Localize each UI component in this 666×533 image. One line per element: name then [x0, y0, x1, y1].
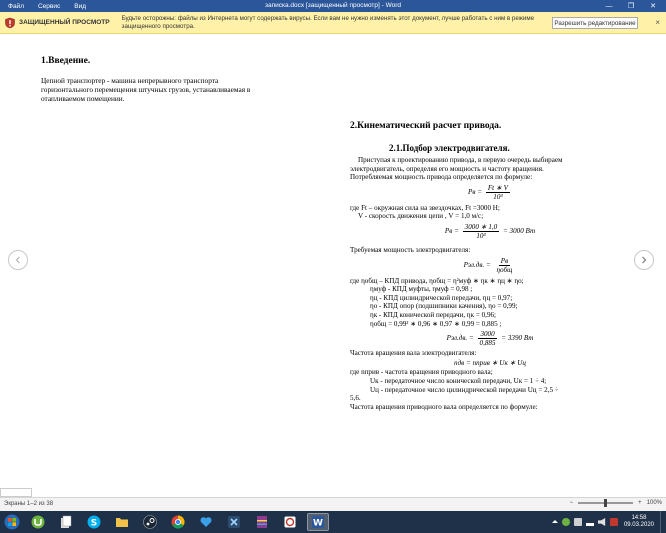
volume-icon[interactable]: [598, 518, 606, 526]
documents-icon: [59, 515, 73, 529]
text-line: где nприв - частота вращения приводного вала;: [350, 368, 493, 377]
page1-line: Цепной транспортер - машина непрерывного транспорта: [41, 76, 219, 85]
tray-app-icon[interactable]: [562, 518, 570, 526]
svg-text:W: W: [313, 518, 323, 529]
formula-lhs: Pэл.дв. =: [463, 260, 491, 269]
taskbar-app-explorer[interactable]: [111, 513, 133, 531]
protected-view-title: ЗАЩИЩЕННЫЙ ПРОСМОТР: [19, 19, 110, 26]
text-line: Uц - передаточное число цилиндрической передачи Uц = 2,5 ÷: [370, 385, 559, 394]
page2-subheading: 2.1.Подбор электродвигателя.: [389, 143, 510, 153]
utorrent-icon: [31, 515, 45, 529]
text-line: V - скорость движения цепи , V = 1,0 м/с;: [358, 212, 484, 221]
denominator: ηобщ: [496, 265, 513, 274]
svg-text:S: S: [90, 518, 98, 529]
formula-power: [350, 184, 630, 201]
system-tray: [552, 511, 666, 533]
taskbar-app-heart[interactable]: [195, 513, 217, 531]
taskbar-app-steam[interactable]: [139, 513, 161, 531]
taskbar: [0, 511, 666, 533]
tray-icons: [552, 518, 618, 526]
taskbar-app-chrome[interactable]: [167, 513, 189, 531]
steam-icon: [143, 515, 157, 529]
network-icon[interactable]: [586, 518, 594, 526]
fraction: [486, 184, 510, 201]
show-desktop-button[interactable]: [660, 511, 666, 533]
window-controls: [598, 0, 664, 12]
zoom-controls: [570, 500, 662, 506]
clock-date: 09.03.2020: [623, 522, 654, 528]
page1-line: отапливаемом помещении.: [41, 94, 125, 103]
text-line: Uк - передаточное число конической передачи, Uк = 1 ÷ 4;: [370, 376, 547, 385]
heart-icon: [199, 515, 213, 529]
tray-expand-icon[interactable]: [552, 520, 558, 523]
text-line: Частота вращения приводного вала определяется по формуле:: [350, 402, 538, 411]
folder-icon: [115, 515, 129, 529]
text-line: Потребляемая мощность привода определяется по формуле:: [350, 173, 533, 182]
minimize-button[interactable]: —: [605, 2, 613, 10]
page1-line: горизонтального перемещения штучных грузов, устанавливаемая в: [41, 85, 251, 94]
page1-text: [41, 76, 311, 103]
page1-heading: 1.Введение.: [41, 56, 91, 66]
taskbar-app-word[interactable]: [307, 513, 329, 531]
numerator: Pв: [500, 256, 509, 265]
taskbar-app-utorrent[interactable]: [27, 513, 49, 531]
taskbar-app-x[interactable]: [223, 513, 245, 531]
shield-icon: [4, 17, 16, 29]
fraction: [463, 223, 500, 240]
previous-page-button[interactable]: [8, 250, 28, 270]
menu-file[interactable]: Файл: [8, 2, 24, 10]
page2-body: [350, 156, 630, 411]
formula-rhs: = 3390 Вт: [501, 334, 534, 343]
text-line: Требуемая мощность электродвигателя:: [350, 245, 471, 254]
numerator: Ft ∗ V: [487, 183, 508, 192]
formula-lhs: Pв =: [468, 187, 483, 196]
document-area[interactable]: [0, 34, 666, 497]
status-bar: [0, 497, 666, 511]
window-title: записка.docx [защищенный просмотр] - Word: [264, 2, 402, 9]
zoom-out-icon[interactable]: −: [569, 500, 574, 506]
page-counter: Экраны 1–2 из 38: [4, 501, 54, 507]
formula-rhs: = 3000 Вт: [503, 227, 536, 236]
chevron-left-icon: [14, 256, 22, 264]
tray-app-icon[interactable]: [574, 518, 582, 526]
formula-motor-speed: nдв = nприв ∗ Uк ∗ Uц: [454, 358, 526, 367]
enable-editing-button[interactable]: Разрешить редактирование: [552, 17, 638, 29]
formula-motor-power: [350, 257, 630, 274]
protected-view-bar: [0, 12, 666, 34]
numerator: 3000: [480, 330, 495, 339]
taskbar-app-files[interactable]: [55, 513, 77, 531]
text-line: 5,6.: [350, 394, 361, 403]
taskbar-app-skype[interactable]: [83, 513, 105, 531]
clock-time: 14:58: [631, 515, 647, 521]
page2-heading: 2.Кинематический расчет привода.: [350, 121, 502, 131]
chrome-icon: [171, 515, 185, 529]
text-line: где ηобщ – КПД привода, ηобщ = η²муф ∗ ηк ∗ ηц ∗ ηо;: [350, 276, 524, 285]
start-button[interactable]: [0, 511, 24, 533]
title-bar: [0, 0, 666, 12]
protected-view-message: Будьте осторожны: файлы из Интернета могут содержать вирусы. Если вам не нужно изменять этот документ, лучше работать с ним в режиме защищенного просмотра.: [121, 14, 535, 30]
windows-logo-icon: [4, 514, 20, 530]
text-line: ηобщ = 0,99² ∗ 0,96 ∗ 0,97 ∗ 0,99 = 0,885 ;: [370, 319, 502, 328]
denominator: 10³: [476, 231, 486, 240]
archive-icon: [255, 515, 269, 529]
restore-button[interactable]: ❐: [627, 3, 635, 10]
fraction: [495, 257, 515, 274]
skype-icon: [87, 515, 101, 529]
close-icon[interactable]: ×: [655, 18, 660, 27]
zoom-slider[interactable]: [578, 502, 633, 504]
text-line: ηц - КПД цилиндрической передачи, ηц = 0,97;: [370, 293, 513, 302]
clock[interactable]: [624, 515, 654, 529]
text-line: где Ft – окружная сила на звездочках, Ft =3000 Н;: [350, 203, 500, 212]
paint-icon: [283, 515, 297, 529]
taskbar-app-paint[interactable]: [279, 513, 301, 531]
x-app-icon: [227, 515, 241, 529]
formula-lhs: Pэл.дв. =: [446, 334, 474, 343]
denominator: 10³: [493, 192, 503, 201]
menu-tools[interactable]: Сервис: [37, 2, 61, 10]
denominator: 0,885: [479, 339, 496, 348]
zoom-in-icon[interactable]: +: [638, 500, 642, 506]
formula-lhs: Pв =: [444, 227, 459, 236]
menu-bar: [0, 3, 86, 10]
page-thumbnail-box: [0, 488, 32, 497]
formula-motor-power-value: [350, 330, 630, 347]
formula-power-value: [350, 223, 630, 240]
zoom-level[interactable]: 100%: [646, 500, 662, 506]
text-line: Приступая к проектированию привода, в первую очередь выбираем: [358, 156, 563, 164]
text-line: Частота вращения вала электродвигателя:: [350, 349, 477, 358]
close-window-button[interactable]: ✕: [650, 3, 656, 10]
text-line: ηо - КПД опор (подшипники качения), ηо = 0,99;: [370, 302, 518, 311]
chevron-right-icon: [640, 256, 648, 264]
word-icon: [311, 515, 325, 529]
text-line: ηмуф - КПД муфты, ηмуф = 0,98 ;: [370, 285, 473, 294]
text-line: электродвигатель, определяя его мощность и частоту вращения.: [350, 164, 544, 173]
battery-icon[interactable]: [610, 518, 618, 526]
menu-view[interactable]: Вид: [74, 2, 87, 10]
text-line: ηк - КПД конической передачи, ηк = 0,96;: [370, 310, 497, 319]
fraction: [478, 330, 498, 347]
next-page-button[interactable]: [634, 250, 654, 270]
numerator: 3000 ∗ 1,0: [464, 222, 498, 231]
taskbar-app-winrar[interactable]: [251, 513, 273, 531]
